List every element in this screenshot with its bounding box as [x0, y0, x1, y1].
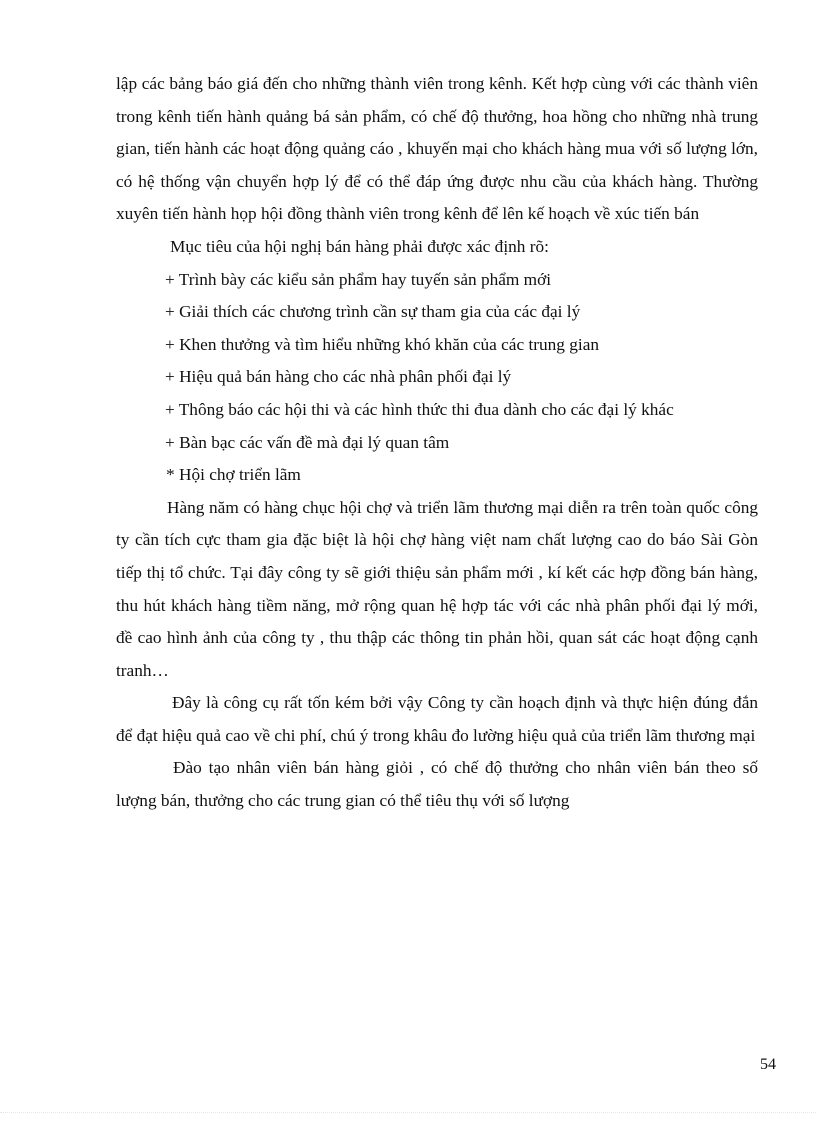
paragraph-cost-note: Đây là công cụ rất tốn kém bởi vậy Công ty cần hoạch định và thực hiện đúng đắn để đạt hiệu quả cao về chi phí, chú ý trong khâu đo lường hiệu quả của triển lãm thương mại: [116, 693, 758, 745]
list-item-objective-5: + Thông báo các hội thi và các hình thức thi đua dành cho các đại lý khác: [165, 399, 674, 419]
section-heading-trade-fair: * Hội chợ triển lãm: [166, 465, 301, 485]
list-item-objective-4: + Hiệu quả bán hàng cho các nhà phân phối đại lý: [165, 367, 512, 387]
page-bottom-edge: [0, 1112, 816, 1113]
body-text: [116, 68, 758, 818]
paragraph-continuation: lập các bảng báo giá đến cho những thành viên trong kênh. Kết hợp cùng với các thành viên trong kênh tiến hành quảng bá sản phẩm, có chế độ thưởng, hoa hồng cho những nhà trung gian, tiến hành các hoạt động quảng cáo , khuyến mại cho khách hàng mua với số lượng lớn, có hệ thống vận chuyển hợp lý để có thể đáp ứng được nhu cầu của khách hàng. Thường xuyên tiến hành họp hội đồng thành viên trong kênh để lên kế hoạch về xúc tiến bán: [116, 74, 758, 224]
paragraph-sales-training: Đào tạo nhân viên bán hàng giỏi , có chế độ thưởng cho nhân viên bán theo số lượng bán, thưởng cho các trung gian có thể tiêu thụ với số lượng: [116, 758, 758, 811]
paragraph-trade-fair: Hàng năm có hàng chục hội chợ và triển lãm thương mại diễn ra trên toàn quốc công ty cần tích cực tham gia đặc biệt là hội chợ hàng việt nam chất lượng cao do báo Sài Gòn tiếp thị tổ chức. Tại đây công ty sẽ giới thiệu sản phẩm mới , kí kết các hợp đồng bán hàng, thu hút khách hàng tiềm năng, mở rộng quan hệ hợp tác với các nhà phân phối đại lý mới, đề cao hình ảnh của công ty , thu thập các thông tin phản hồi, quan sát các hoạt động cạnh tranh…: [116, 497, 758, 680]
list-item-objective-1: + Trình bày các kiểu sản phẩm hay tuyến sản phẩm mới: [165, 269, 552, 289]
list-item-objective-2: + Giải thích các chương trình cần sự tham gia của các đại lý: [165, 302, 581, 322]
list-item-objective-3: + Khen thưởng và tìm hiểu những khó khăn của các trung gian: [165, 334, 600, 354]
page-number: 54: [760, 1056, 776, 1073]
list-item-objective-6: + Bàn bạc các vấn đề mà đại lý quan tâm: [165, 432, 450, 452]
paragraph-objectives-intro: Mục tiêu của hội nghị bán hàng phải được xác định rõ:: [170, 236, 549, 256]
